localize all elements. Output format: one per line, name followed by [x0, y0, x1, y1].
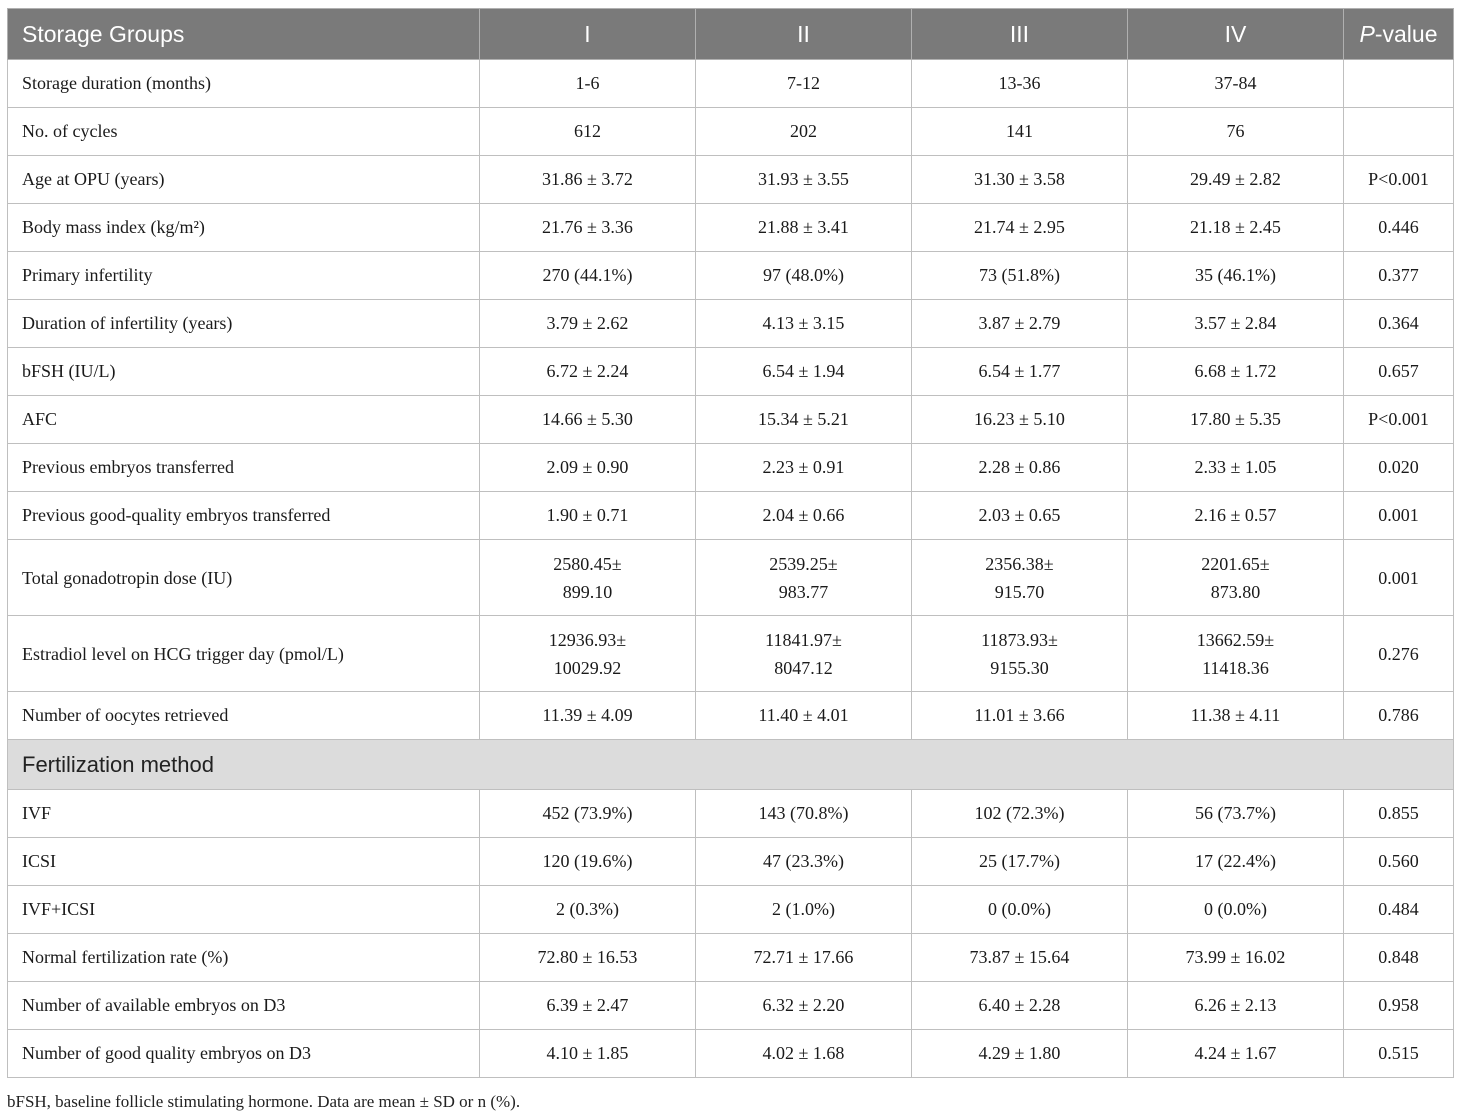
cell-group-4: 0 (0.0%) — [1128, 886, 1344, 934]
row-label: Normal fertilization rate (%) — [8, 934, 480, 982]
cell-group-2: 7-12 — [696, 60, 912, 108]
cell-group-2: 4.02 ± 1.68 — [696, 1030, 912, 1078]
cell-group-3: 25 (17.7%) — [912, 838, 1128, 886]
cell-group-4 — [1128, 616, 1344, 692]
row-label: bFSH (IU/L) — [8, 348, 480, 396]
cell-group-1: 6.39 ± 2.47 — [480, 982, 696, 1030]
cell-group-3: 2.03 ± 0.65 — [912, 492, 1128, 540]
section-row — [8, 740, 1454, 790]
cell-group-3: 0 (0.0%) — [912, 886, 1128, 934]
table-row — [8, 108, 1454, 156]
cell-group-1: 11.39 ± 4.09 — [480, 692, 696, 740]
cell-group-2: 2.04 ± 0.66 — [696, 492, 912, 540]
table-row — [8, 300, 1454, 348]
cell-sd: 873.80 — [1210, 581, 1261, 602]
row-label: No. of cycles — [8, 108, 480, 156]
row-label: Previous embryos transferred — [8, 444, 480, 492]
row-label: Duration of infertility (years) — [8, 300, 480, 348]
header-p-suffix: -value — [1374, 20, 1438, 47]
table-row — [8, 1030, 1454, 1078]
cell-group-1: 3.79 ± 2.62 — [480, 300, 696, 348]
cell-p-value — [1344, 60, 1454, 108]
cell-sd: 899.10 — [562, 581, 613, 602]
cell-group-4: 56 (73.7%) — [1128, 790, 1344, 838]
row-label: IVF+ICSI — [8, 886, 480, 934]
cell-group-2: 72.71 ± 17.66 — [696, 934, 912, 982]
row-label: Body mass index (kg/m²) — [8, 204, 480, 252]
cell-group-3: 16.23 ± 5.10 — [912, 396, 1128, 444]
cell-group-2: 47 (23.3%) — [696, 838, 912, 886]
row-label: Number of available embryos on D3 — [8, 982, 480, 1030]
cell-group-3: 4.29 ± 1.80 — [912, 1030, 1128, 1078]
header-p-value — [1344, 9, 1454, 60]
cell-group-1: 270 (44.1%) — [480, 252, 696, 300]
cell-group-2: 6.54 ± 1.94 — [696, 348, 912, 396]
cell-p-value: 0.560 — [1344, 838, 1454, 886]
cell-group-4: 35 (46.1%) — [1128, 252, 1344, 300]
cell-sd: 915.70 — [994, 581, 1045, 602]
table-row — [8, 982, 1454, 1030]
cell-group-3: 102 (72.3%) — [912, 790, 1128, 838]
cell-group-3: 141 — [912, 108, 1128, 156]
cell-group-2: 21.88 ± 3.41 — [696, 204, 912, 252]
cell-group-2: 2.23 ± 0.91 — [696, 444, 912, 492]
cell-group-2 — [696, 616, 912, 692]
row-label: Age at OPU (years) — [8, 156, 480, 204]
cell-group-3: 6.40 ± 2.28 — [912, 982, 1128, 1030]
cell-group-4: 11.38 ± 4.11 — [1128, 692, 1344, 740]
cell-p-value: 0.657 — [1344, 348, 1454, 396]
cell-group-1 — [480, 616, 696, 692]
cell-group-4: 4.24 ± 1.67 — [1128, 1030, 1344, 1078]
cell-group-4: 76 — [1128, 108, 1344, 156]
table-row — [8, 60, 1454, 108]
table-row — [8, 444, 1454, 492]
table-row — [8, 934, 1454, 982]
cell-group-4: 29.49 ± 2.82 — [1128, 156, 1344, 204]
cell-p-value: 0.484 — [1344, 886, 1454, 934]
cell-p-value: 0.377 — [1344, 252, 1454, 300]
cell-group-1: 120 (19.6%) — [480, 838, 696, 886]
table-row — [8, 692, 1454, 740]
cell-mean: 2580.45± — [553, 553, 622, 574]
cell-group-3: 2.28 ± 0.86 — [912, 444, 1128, 492]
cell-group-3: 11.01 ± 3.66 — [912, 692, 1128, 740]
cell-group-2: 143 (70.8%) — [696, 790, 912, 838]
cell-group-4: 73.99 ± 16.02 — [1128, 934, 1344, 982]
cell-p-value: P<0.001 — [1344, 396, 1454, 444]
row-label: Total gonadotropin dose (IU) — [8, 540, 480, 616]
header-group-3: III — [912, 9, 1128, 60]
cell-group-3 — [912, 540, 1128, 616]
table-row — [8, 204, 1454, 252]
cell-mean: 2356.38± — [985, 553, 1054, 574]
cell-p-value — [1344, 108, 1454, 156]
cell-sd: 9155.30 — [990, 657, 1049, 678]
table-row — [8, 616, 1454, 692]
cell-group-2: 31.93 ± 3.55 — [696, 156, 912, 204]
cell-mean: 2201.65± — [1201, 553, 1270, 574]
cell-group-4: 21.18 ± 2.45 — [1128, 204, 1344, 252]
row-label: Primary infertility — [8, 252, 480, 300]
header-row — [8, 9, 1454, 60]
header-group-4: IV — [1128, 9, 1344, 60]
cell-group-2: 2 (1.0%) — [696, 886, 912, 934]
row-label: Previous good-quality embryos transferred — [8, 492, 480, 540]
cell-group-1: 21.76 ± 3.36 — [480, 204, 696, 252]
cell-group-1: 4.10 ± 1.85 — [480, 1030, 696, 1078]
cell-p-value: 0.848 — [1344, 934, 1454, 982]
cell-group-2: 15.34 ± 5.21 — [696, 396, 912, 444]
cell-group-1: 452 (73.9%) — [480, 790, 696, 838]
row-label: IVF — [8, 790, 480, 838]
cell-sd: 10029.92 — [553, 657, 622, 678]
header-p-italic: P — [1359, 20, 1375, 47]
cell-group-3: 3.87 ± 2.79 — [912, 300, 1128, 348]
header-group-2: II — [696, 9, 912, 60]
cell-group-4: 6.68 ± 1.72 — [1128, 348, 1344, 396]
table-row — [8, 252, 1454, 300]
cell-group-1: 1.90 ± 0.71 — [480, 492, 696, 540]
baseline-characteristics-table — [7, 8, 1454, 1078]
table-row — [8, 156, 1454, 204]
header-group-1: I — [480, 9, 696, 60]
row-label: Storage duration (months) — [8, 60, 480, 108]
cell-group-2 — [696, 540, 912, 616]
cell-p-value: 0.001 — [1344, 492, 1454, 540]
cell-group-1: 612 — [480, 108, 696, 156]
table-row — [8, 348, 1454, 396]
row-label: Estradiol level on HCG trigger day (pmol/L) — [8, 616, 480, 692]
cell-sd: 11418.36 — [1202, 657, 1269, 678]
cell-group-3: 73 (51.8%) — [912, 252, 1128, 300]
table-row — [8, 838, 1454, 886]
cell-group-1: 14.66 ± 5.30 — [480, 396, 696, 444]
row-label: Number of good quality embryos on D3 — [8, 1030, 480, 1078]
cell-group-3: 73.87 ± 15.64 — [912, 934, 1128, 982]
table-row — [8, 790, 1454, 838]
cell-sd: 983.77 — [778, 581, 829, 602]
cell-group-4: 2.16 ± 0.57 — [1128, 492, 1344, 540]
cell-group-4: 17.80 ± 5.35 — [1128, 396, 1344, 444]
cell-group-1: 1-6 — [480, 60, 696, 108]
cell-sd: 8047.12 — [774, 657, 833, 678]
cell-group-2: 97 (48.0%) — [696, 252, 912, 300]
row-label: AFC — [8, 396, 480, 444]
cell-group-4: 3.57 ± 2.84 — [1128, 300, 1344, 348]
table-row — [8, 396, 1454, 444]
cell-group-1: 31.86 ± 3.72 — [480, 156, 696, 204]
cell-group-1: 2.09 ± 0.90 — [480, 444, 696, 492]
section-fertilization-method: Fertilization method — [8, 740, 1454, 790]
table-footnote: bFSH, baseline follicle stimulating hormone. Data are mean ± SD or n (%). — [7, 1092, 521, 1111]
cell-group-4 — [1128, 540, 1344, 616]
cell-group-3: 21.74 ± 2.95 — [912, 204, 1128, 252]
row-label: Number of oocytes retrieved — [8, 692, 480, 740]
cell-p-value: 0.020 — [1344, 444, 1454, 492]
cell-group-2: 4.13 ± 3.15 — [696, 300, 912, 348]
table-row — [8, 540, 1454, 616]
cell-group-2: 202 — [696, 108, 912, 156]
cell-p-value: 0.515 — [1344, 1030, 1454, 1078]
cell-p-value: P<0.001 — [1344, 156, 1454, 204]
cell-group-2: 11.40 ± 4.01 — [696, 692, 912, 740]
cell-group-4: 17 (22.4%) — [1128, 838, 1344, 886]
cell-p-value: 0.276 — [1344, 616, 1454, 692]
cell-group-4: 37-84 — [1128, 60, 1344, 108]
cell-mean: 2539.25± — [769, 553, 838, 574]
cell-mean: 11873.93± — [981, 629, 1058, 650]
cell-group-1: 2 (0.3%) — [480, 886, 696, 934]
cell-mean: 13662.59± — [1196, 629, 1275, 650]
cell-group-3: 6.54 ± 1.77 — [912, 348, 1128, 396]
cell-p-value: 0.364 — [1344, 300, 1454, 348]
cell-group-1 — [480, 540, 696, 616]
cell-p-value: 0.001 — [1344, 540, 1454, 616]
cell-group-3 — [912, 616, 1128, 692]
cell-group-3: 13-36 — [912, 60, 1128, 108]
header-storage-groups: Storage Groups — [8, 9, 480, 60]
cell-group-1: 6.72 ± 2.24 — [480, 348, 696, 396]
table-row — [8, 886, 1454, 934]
cell-group-2: 6.32 ± 2.20 — [696, 982, 912, 1030]
cell-group-1: 72.80 ± 16.53 — [480, 934, 696, 982]
cell-group-3: 31.30 ± 3.58 — [912, 156, 1128, 204]
cell-p-value: 0.855 — [1344, 790, 1454, 838]
cell-mean: 11841.97± — [765, 629, 842, 650]
cell-p-value: 0.958 — [1344, 982, 1454, 1030]
table-row — [8, 492, 1454, 540]
row-label: ICSI — [8, 838, 480, 886]
cell-group-4: 2.33 ± 1.05 — [1128, 444, 1344, 492]
cell-p-value: 0.786 — [1344, 692, 1454, 740]
cell-group-4: 6.26 ± 2.13 — [1128, 982, 1344, 1030]
cell-mean: 12936.93± — [548, 629, 627, 650]
cell-p-value: 0.446 — [1344, 204, 1454, 252]
